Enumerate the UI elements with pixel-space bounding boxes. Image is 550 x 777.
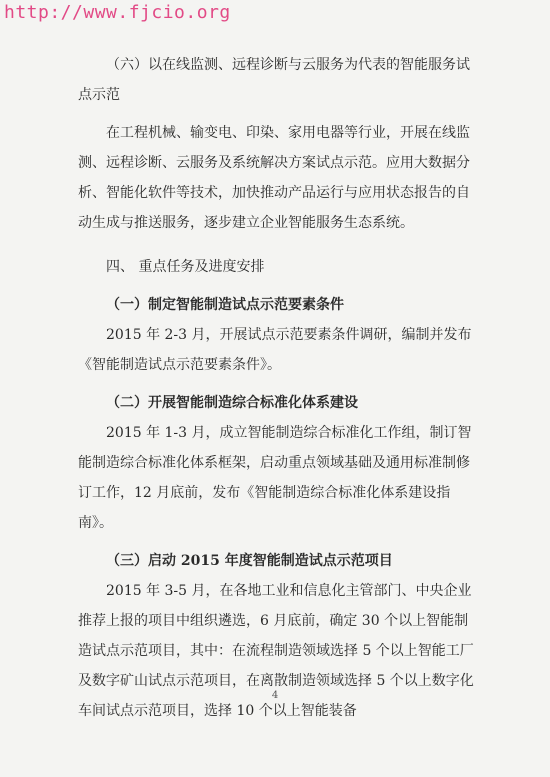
- task2-body: 2015 年 1-3 月，成立智能制造综合标准化工作组，制订智能制造综合标准化体系框架，启动重点领域基础及通用标准制修订工作，12 月底前，发布《智能制造综合标准化体系建设指南》。: [78, 425, 472, 531]
- watermark-url: http://www.fjcio.org: [4, 2, 231, 23]
- part4-heading: 四、 重点任务及进度安排: [106, 259, 265, 275]
- task3-body: 2015 年 3-5 月，在各地工业和信息化主管部门、中央企业推荐上报的项目中组织遴选，6 月底前，确定 30 个以上智能制造试点示范项目，其中：在流程制造领域选择 5 个以上智能工厂及数字矿山试点示范项目，在离散制造领域选择 5 个以上数字化车间试点示范项目，选择 10 个以上智能装备: [78, 583, 474, 719]
- task1-body: 2015 年 2-3 月，开展试点示范要素条件调研，编制并发布《智能制造试点示范要素条件》。: [78, 327, 472, 373]
- task3-heading: （三）启动 2015 年度智能制造试点示范项目: [106, 553, 393, 569]
- task1-heading: （一）制定智能制造试点示范要素条件: [106, 297, 344, 313]
- page-number: 4: [271, 690, 279, 701]
- section6-heading: （六）以在线监测、远程诊断与云服务为代表的智能服务试点示范: [78, 57, 470, 103]
- task2-heading: （二）开展智能制造综合标准化体系建设: [106, 395, 358, 411]
- document-page: [78, 50, 478, 726]
- section6-body: 在工程机械、输变电、印染、家用电器等行业，开展在线监测、远程诊断、云服务及系统解决方案试点示范。应用大数据分析、智能化软件等技术，加快推动产品运行与应用状态报告的自动生成与推送服务，逐步建立企业智能服务生态系统。: [78, 125, 470, 231]
